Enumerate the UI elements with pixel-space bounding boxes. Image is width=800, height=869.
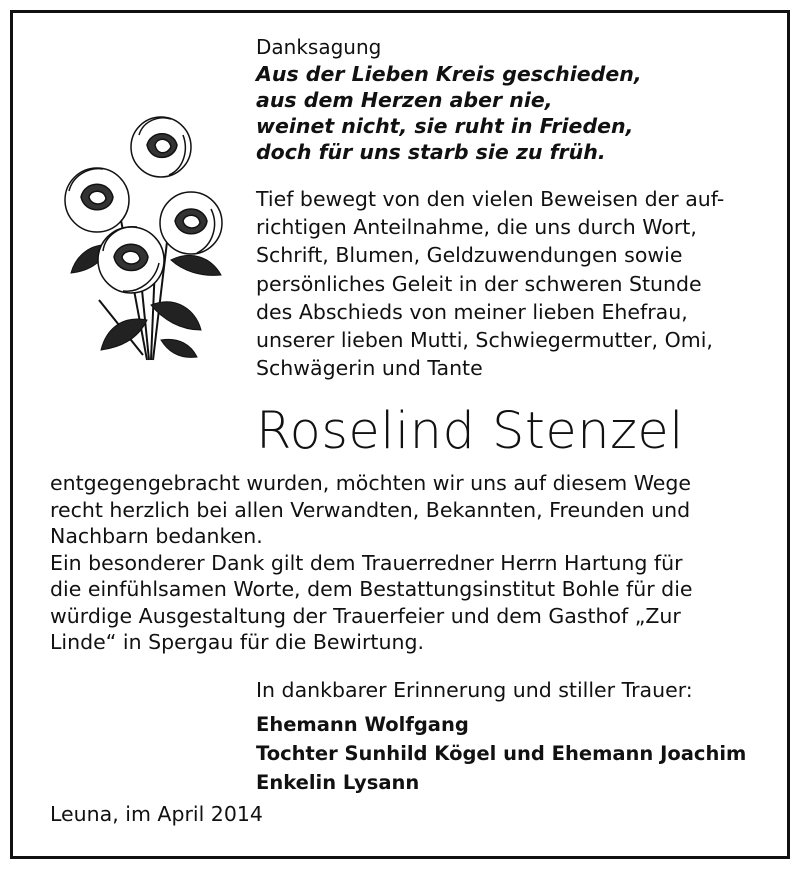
body-line: recht herzlich bei allen Verwandten, Bekannten, Freunden und: [50, 497, 691, 522]
body-paragraph: [50, 470, 755, 656]
body-line: würdige Ausgestaltung der Trauerfeier und dem Gasthof „Zur: [50, 603, 681, 628]
verse-line: doch für uns starb sie zu früh.: [256, 140, 606, 164]
intro-line: persönliches Geleit in der schweren Stunde: [256, 271, 702, 296]
intro-line: Schwägerin und Tante: [256, 356, 483, 381]
verse-line: aus dem Herzen aber nie,: [256, 88, 553, 112]
mourners-list: [256, 710, 746, 797]
intro-line: Schrift, Blumen, Geldzuwendungen sowie: [256, 243, 683, 268]
deceased-name: Roselind Stenzel: [256, 402, 684, 461]
memorial-verse: [256, 61, 642, 165]
intro-paragraph: [256, 185, 756, 382]
mourner-name: Enkelin Lysann: [256, 771, 420, 794]
body-line: entgegengebracht wurden, möchten wir uns auf diesem Wege: [50, 471, 692, 495]
place-and-date: Leuna, im April 2014: [50, 802, 263, 826]
body-line: Ein besonderer Dank gilt dem Trauerredner Herrn Hartung für: [50, 550, 683, 575]
mourner-name: Ehemann Wolfgang: [256, 713, 469, 736]
verse-line: weinet nicht, sie ruht in Frieden,: [256, 114, 634, 138]
intro-line: richtigen Anteilnahme, die uns durch Wort,: [256, 215, 697, 240]
notice-heading: Danksagung: [256, 35, 382, 59]
obituary-notice: [10, 10, 790, 859]
mourner-name: Tochter Sunhild Kögel und Ehemann Joachim: [256, 742, 747, 765]
intro-line: unserer lieben Mutti, Schwiegermutter, Omi,: [256, 328, 713, 353]
intro-line: Tief bewegt von den vielen Beweisen der auf-: [256, 187, 725, 211]
body-line: Nachbarn bedanken.: [50, 524, 263, 548]
intro-line: des Abschieds von meiner lieben Ehefrau,: [256, 299, 688, 324]
roses-bouquet-illustration: [51, 105, 231, 363]
body-line: Linde“ in Spergau für die Bewirtung.: [50, 630, 424, 654]
closing-line: In dankbarer Erinnerung und stiller Trauer:: [256, 678, 693, 702]
verse-line: Aus der Lieben Kreis geschieden,: [256, 62, 642, 86]
body-line: die einfühlsamen Worte, dem Bestattungsinstitut Bohle für die: [50, 577, 693, 601]
